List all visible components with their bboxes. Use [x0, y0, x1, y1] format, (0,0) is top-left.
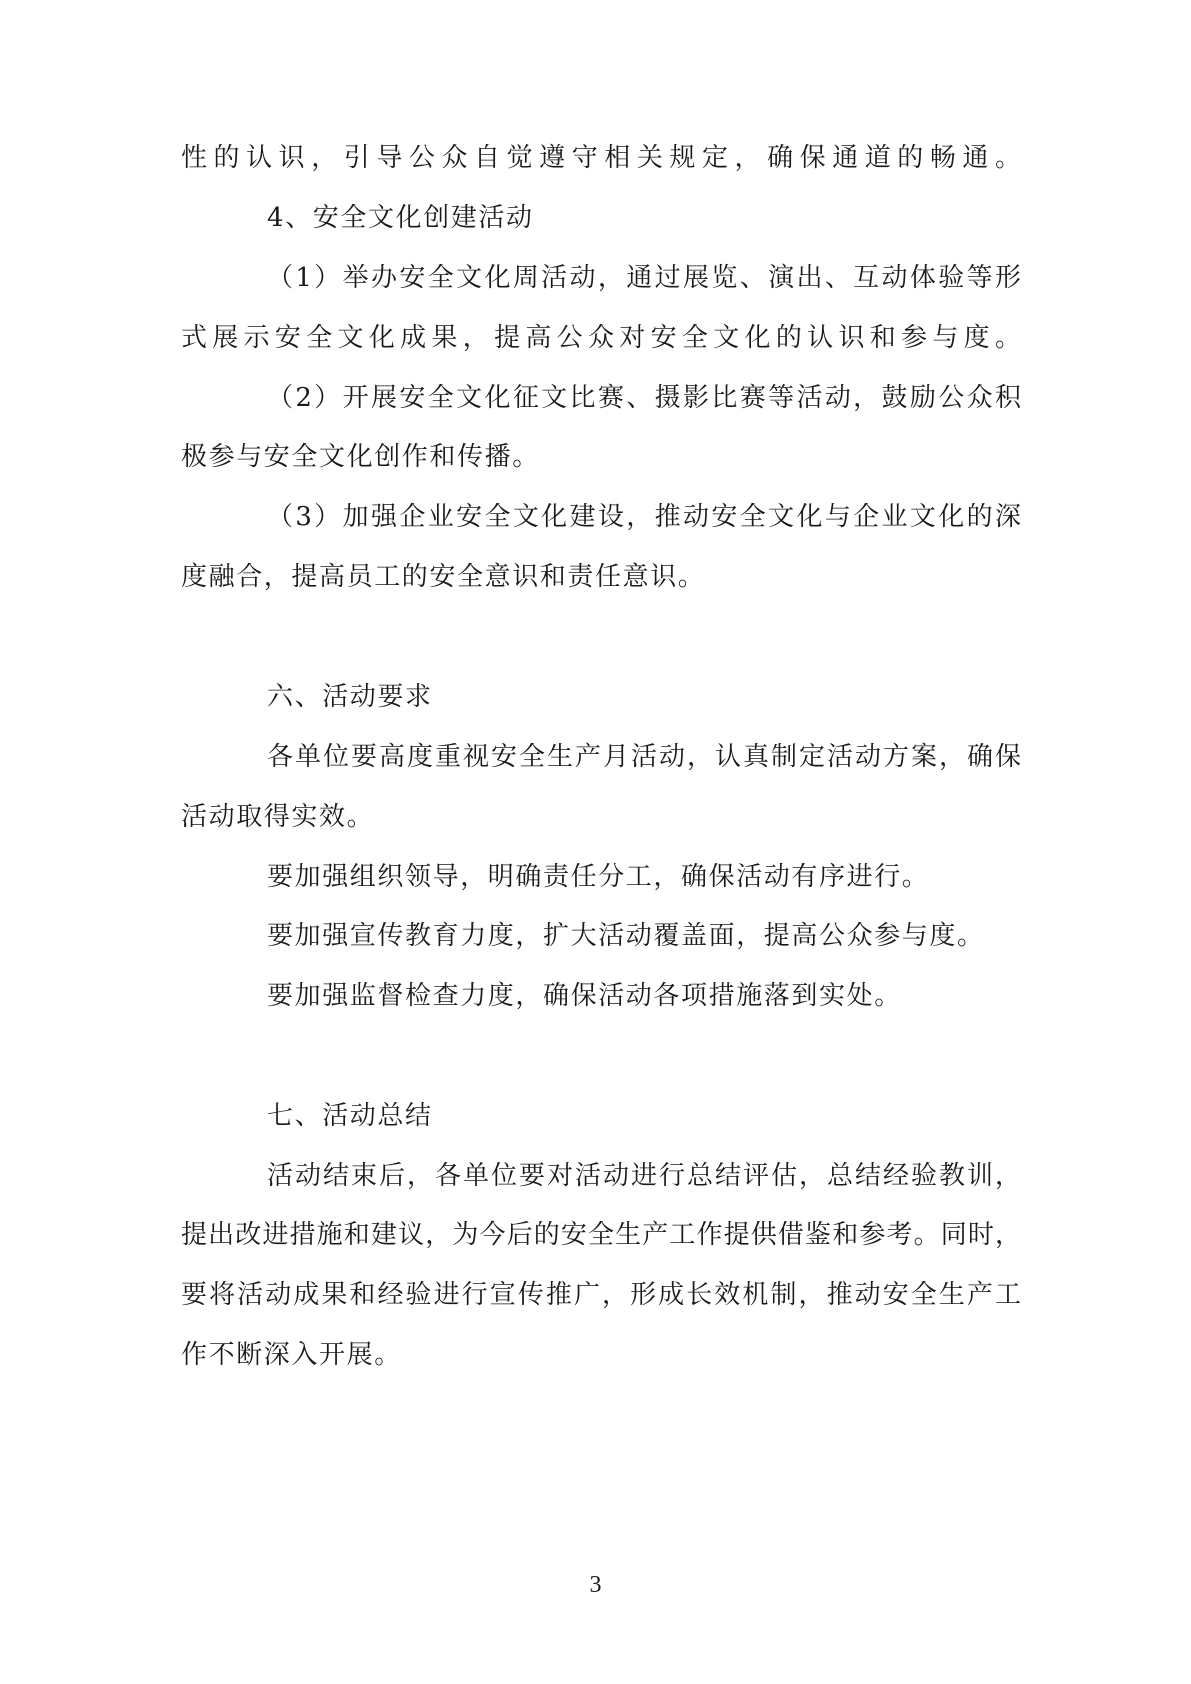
paragraph-line: 要将活动成果和经验进行宣传推广，形成长效机制，推动安全生产工 [181, 1280, 1021, 1310]
section-heading: 六、活动要求 [267, 682, 433, 712]
paragraph-line: （3）加强企业安全文化建设，推动安全文化与企业文化的深 [267, 502, 1021, 532]
section-heading: 七、活动总结 [267, 1101, 433, 1131]
paragraph-line: （2）开展安全文化征文比赛、摄影比赛等活动，鼓励公众积 [267, 383, 1021, 413]
paragraph-line: 要加强组织领导，明确责任分工，确保活动有序进行。 [267, 862, 930, 892]
paragraph-line: 要加强监督检查力度，确保活动各项措施落到实处。 [267, 981, 902, 1011]
paragraph-line: 性的认识，引导公众自觉遵守相关规定，确保通道的畅通。 [181, 143, 1021, 173]
paragraph-line: 作不断深入开展。 [181, 1340, 402, 1370]
paragraph-line: 度融合，提高员工的安全意识和责任意识。 [181, 562, 706, 592]
paragraph-line: 活动结束后，各单位要对活动进行总结评估，总结经验教训， [267, 1161, 1021, 1191]
paragraph-line: 要加强宣传教育力度，扩大活动覆盖面，提高公众参与度。 [267, 921, 985, 951]
paragraph-line: 各单位要高度重视安全生产月活动，认真制定活动方案，确保 [267, 742, 1021, 772]
paragraph-line: 提出改进措施和建议，为今后的安全生产工作提供借鉴和参考。同时， [181, 1220, 1021, 1250]
paragraph-line: 极参与安全文化创作和传播。 [181, 442, 540, 472]
subheading: 4、安全文化创建活动 [267, 203, 534, 233]
paragraph-line: （1）举办安全文化周活动，通过展览、演出、互动体验等形 [267, 263, 1021, 293]
paragraph-line: 活动取得实效。 [181, 802, 375, 832]
page-number: 3 [589, 1572, 602, 1598]
paragraph-line: 式展示安全文化成果，提高公众对安全文化的认识和参与度。 [181, 323, 1021, 353]
